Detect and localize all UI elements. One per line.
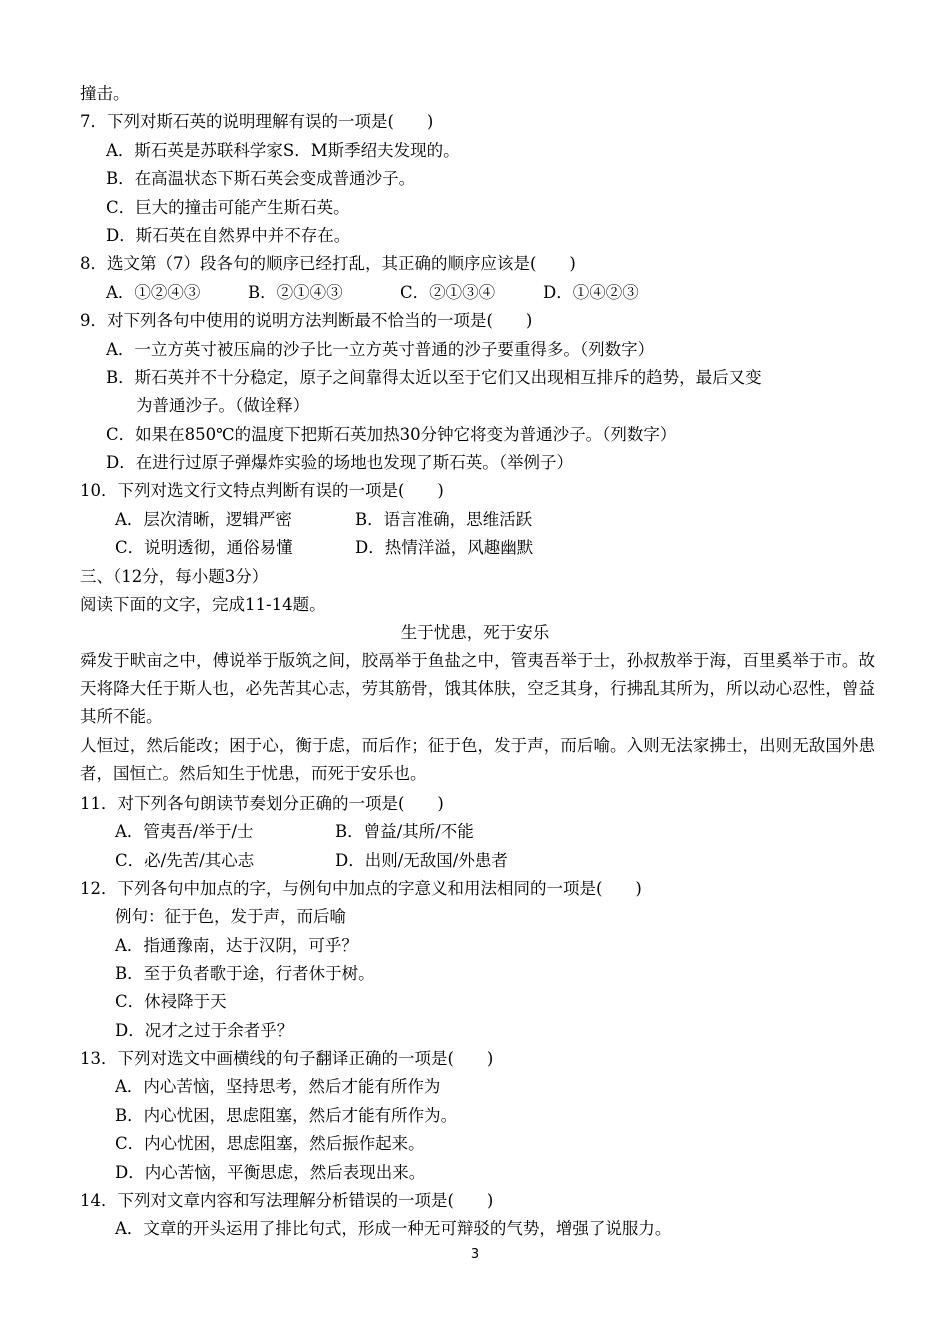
option-7b: B．在高温状态下斯石英会变成普通沙子。 xyxy=(106,169,416,188)
passage-title: 生于忧患，死于安乐 xyxy=(400,623,550,642)
question-14: 14．下列对文章内容和写法理解分析错误的一项是( ) xyxy=(80,1191,494,1210)
question-7: 7．下列对斯石英的说明理解有误的一项是( ) xyxy=(80,112,434,131)
option-9b-cont: 为普通沙子。（做诠释） xyxy=(136,396,310,415)
option-7d: D．斯石英在自然界中并不存在。 xyxy=(106,226,351,245)
option-7c: C．巨大的撞击可能产生斯石英。 xyxy=(106,198,350,217)
option-7a: A．斯石英是苏联科学家S．M斯季绍夫发现的。 xyxy=(106,141,460,160)
option-10d: D．热情洋溢，风趣幽默 xyxy=(355,538,534,557)
option-8a: A．①②④③ xyxy=(106,283,201,302)
option-8c: C．②①③④ xyxy=(400,283,496,302)
question-8: 8．选文第（7）段各句的顺序已经打乱，其正确的顺序应该是( ) xyxy=(80,254,576,273)
option-14a: A．文章的开头运用了排比句式，形成一种无可辩驳的气势，增强了说服力。 xyxy=(115,1219,672,1238)
question-12: 12．下列各句中加点的字，与例句中加点的字意义和用法相同的一项是( ) xyxy=(80,879,642,898)
reading-instruction: 阅读下面的文字，完成11-14题。 xyxy=(80,595,326,614)
question-9: 9．对下列各句中使用的说明方法判断最不恰当的一项是( ) xyxy=(80,311,533,330)
option-12d: D．况才之过于余者乎？ xyxy=(115,1021,294,1040)
option-9a: A．一立方英寸被压扁的沙子比一立方英寸普通的沙子要重得多。（列数字） xyxy=(106,340,655,359)
option-9d: D．在进行过原子弹爆炸实验的场地也发现了斯石英。（举例子） xyxy=(106,453,573,472)
option-13a: A．内心苦恼，坚持思考，然后才能有所作为 xyxy=(115,1077,441,1096)
option-13d: D．内心苦恼，平衡思虑，然后表现出来。 xyxy=(115,1163,426,1182)
question-13: 13．下列对选文中画横线的句子翻译正确的一项是( ) xyxy=(80,1049,494,1068)
passage-paragraph-2: 人恒过，然后能改；困于心，衡于虑，而后作；征于色，发于声，而后喻。入则无法家拂士，出则无敌国外患者，国恒亡。然后知生于忧患，而死于安乐也。 xyxy=(80,736,875,783)
option-9b: B．斯石英并不十分稳定，原子之间靠得太近以至于它们又出现相互排斥的趋势，最后又变 xyxy=(106,368,762,387)
section-heading: 三、（12分，每小题3分） xyxy=(80,567,269,586)
option-11c: C．必/先苦/其心志 xyxy=(115,851,255,870)
option-11a: A．管夷吾/举于/士 xyxy=(115,822,254,841)
option-12a: A．指通豫南，达于汉阴，可乎？ xyxy=(115,936,358,955)
option-8b: B．②①④③ xyxy=(248,283,343,302)
option-11b: B．曾益/其所/不能 xyxy=(335,822,474,841)
option-13b: B．内心忧困，思虑阻塞，然后才能有所作为。 xyxy=(115,1106,458,1125)
option-12c: C．休祲降于天 xyxy=(115,992,227,1011)
option-13c: C．内心忧困，思虑阻塞，然后振作起来。 xyxy=(115,1134,425,1153)
option-8d: D．①④②③ xyxy=(543,283,639,302)
example-12: 例句：征于色，发于声，而后喻 xyxy=(115,907,346,926)
option-10b: B．语言准确，思维活跃 xyxy=(355,510,533,529)
passage-paragraph-1: 舜发于畎亩之中，傅说举于版筑之间，胶鬲举于鱼盐之中，管夷吾举于士，孙叔敖举于海，百里奚举于市。故天将降大任于斯人也，必先苦其心志，劳其筋骨，饿其体肤，空乏其身，行拂乱其所为，所以动心忍性，曾益其所不能。 xyxy=(80,651,875,726)
question-10: 10．下列对选文行文特点判断有误的一项是( ) xyxy=(80,481,444,500)
text-line: 撞击。 xyxy=(80,84,130,103)
option-9c: C．如果在850℃的温度下把斯石英加热30分钟它将变为普通沙子。（列数字） xyxy=(106,425,677,444)
option-10c: C．说明透彻，通俗易懂 xyxy=(115,538,293,557)
page-number: 3 xyxy=(470,1247,480,1262)
question-11: 11．对下列各句朗读节奏划分正确的一项是( ) xyxy=(80,794,444,813)
option-12b: B．至于负者歌于途，行者休于树。 xyxy=(115,964,375,983)
option-11d: D．出则/无敌国/外患者 xyxy=(335,851,508,870)
option-10a: A．层次清晰，逻辑严密 xyxy=(115,510,292,529)
